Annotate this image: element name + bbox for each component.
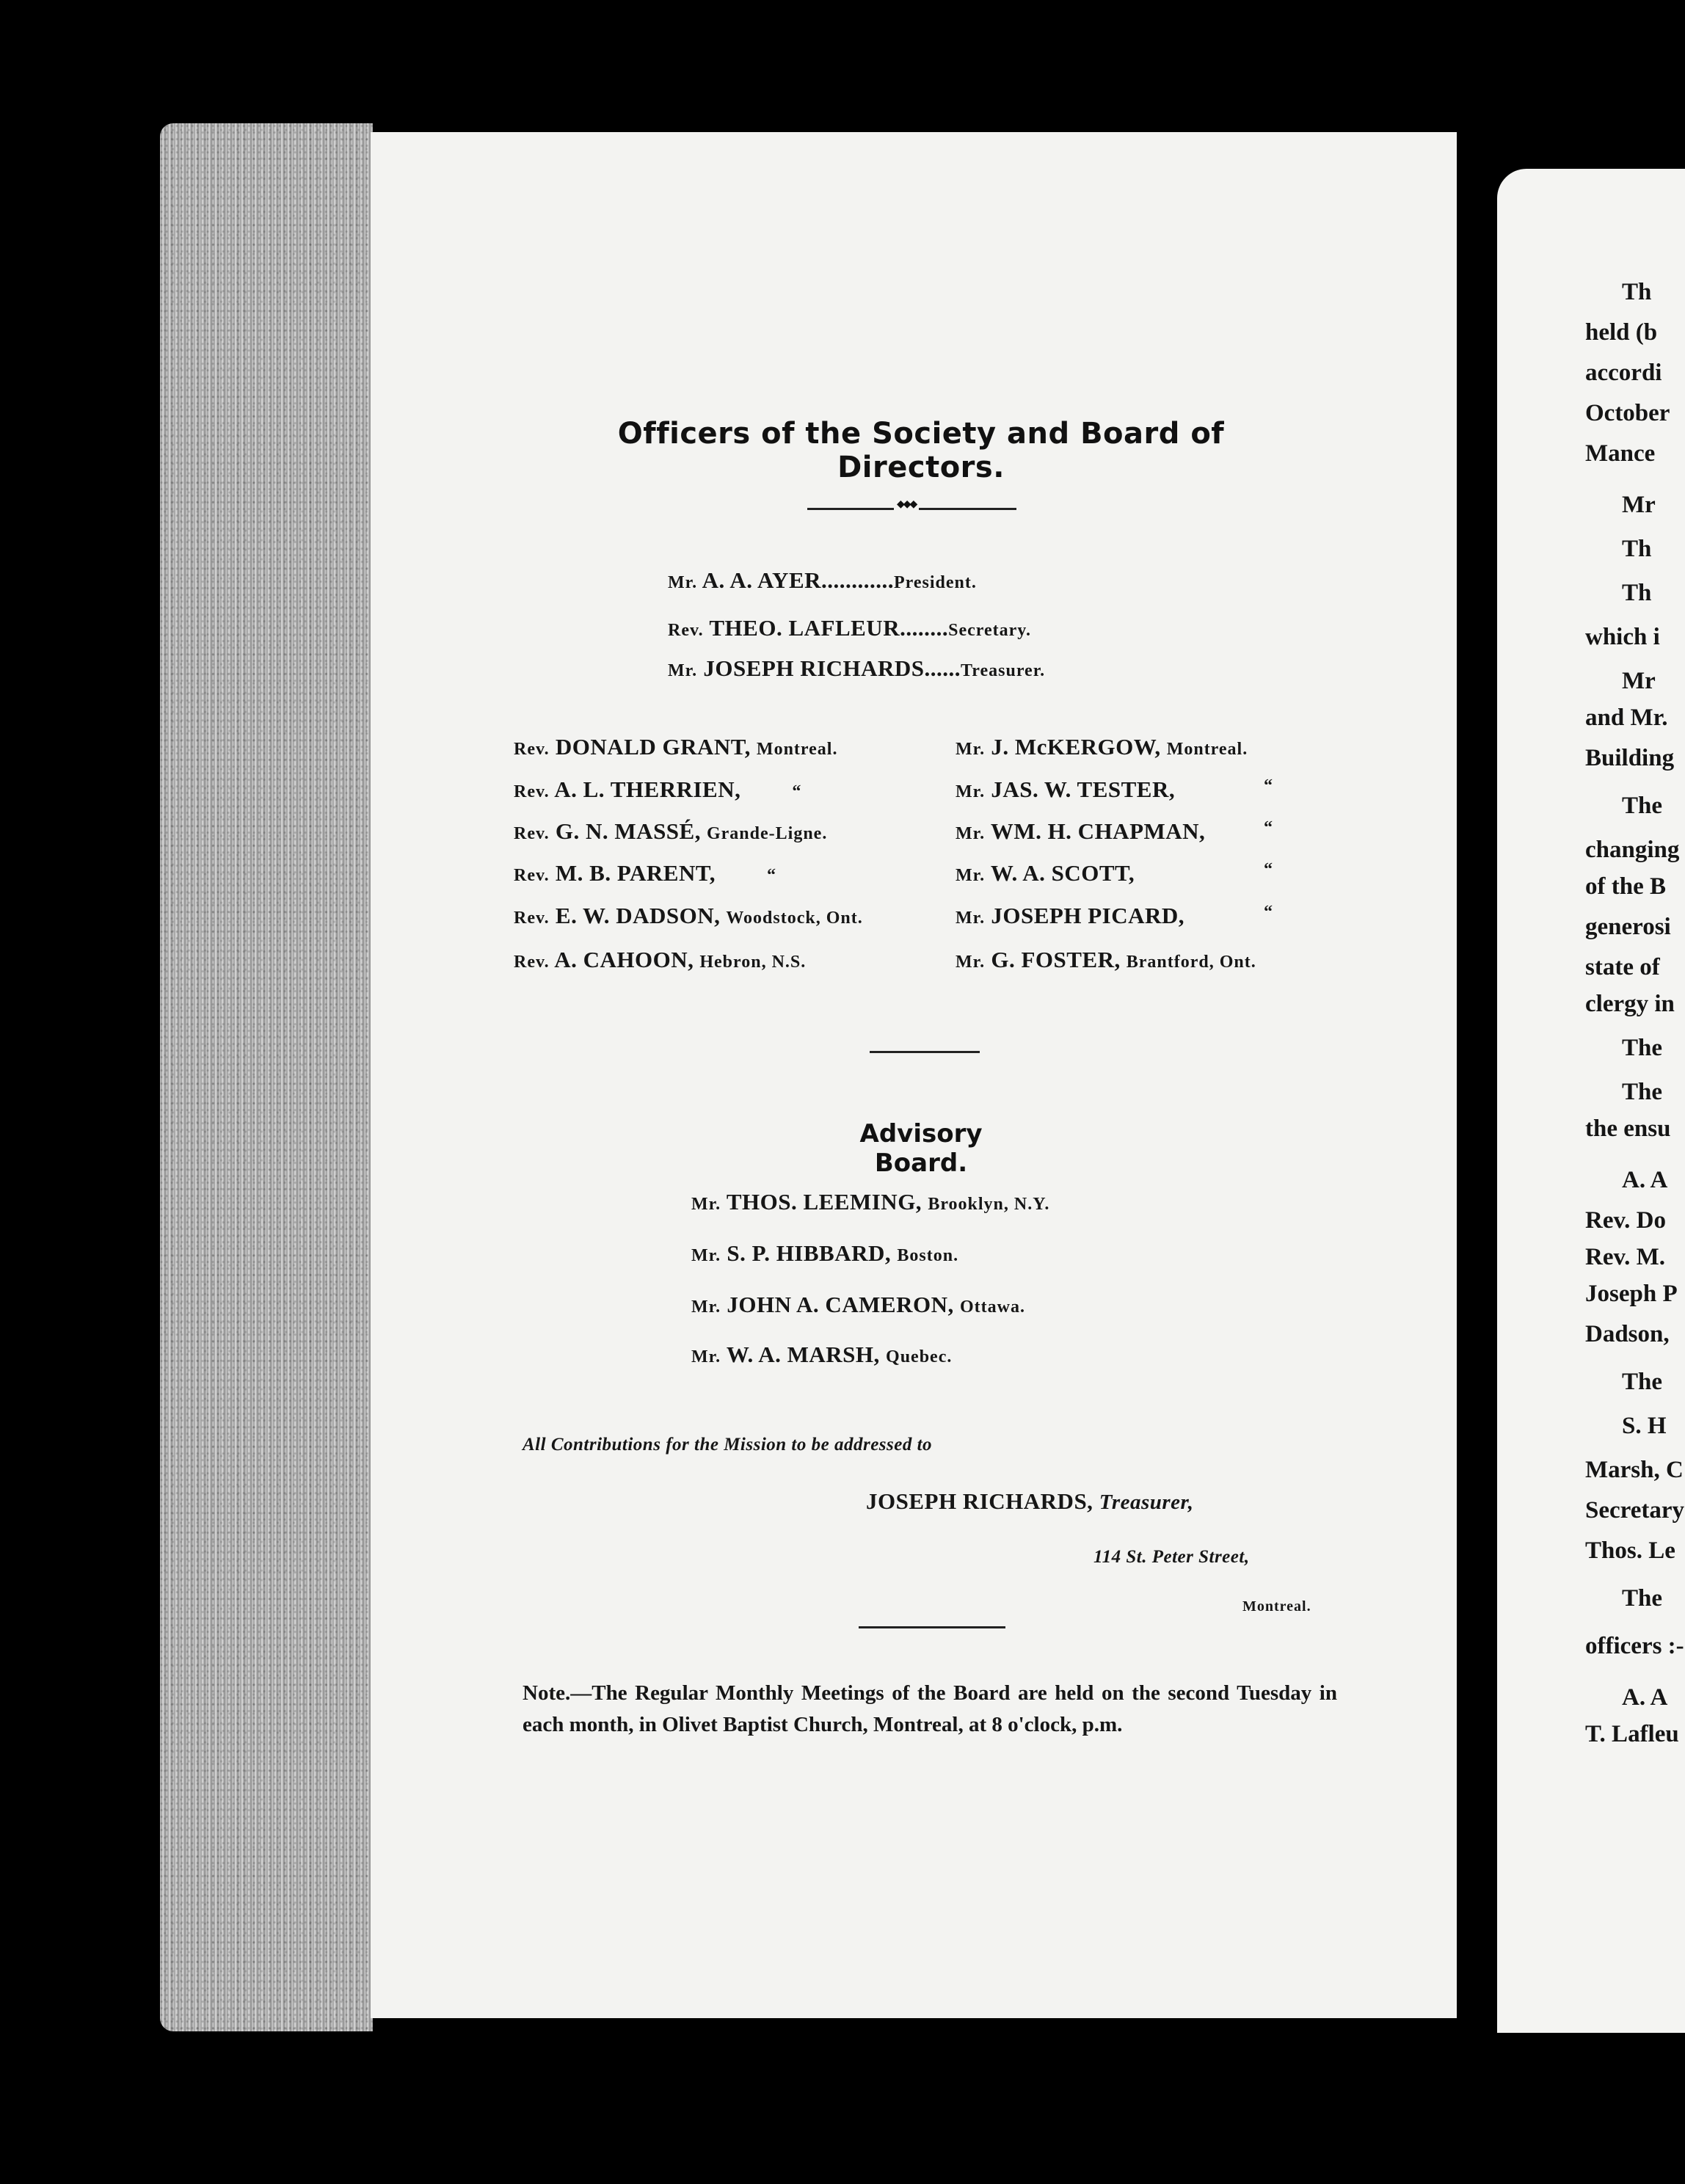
facing-page-line: of the B: [1585, 873, 1666, 900]
director-name: JAS. W. TESTER,: [991, 776, 1176, 802]
facing-page-line: clergy in: [1585, 991, 1675, 1017]
director-name: A. L. THERRIEN,: [554, 776, 741, 802]
advisory-place: Brooklyn, N.Y.: [928, 1195, 1050, 1214]
section-divider: [859, 1626, 1005, 1628]
facing-page-line: officers :-: [1585, 1633, 1684, 1659]
director-title: Rev.: [514, 953, 550, 972]
director-title: Mr.: [956, 824, 986, 843]
director-place: Montreal.: [756, 740, 838, 759]
advisory-heading: Advisory Board.: [859, 1119, 983, 1178]
facing-page-line: Building: [1585, 745, 1675, 771]
advisory-name: W. A. MARSH,: [726, 1342, 880, 1367]
director-name: G. FOSTER,: [991, 947, 1121, 972]
treasurer-role: Treasurer,: [1099, 1490, 1194, 1514]
director-place: “: [792, 782, 802, 801]
contributions-address-name: [866, 1488, 1194, 1515]
director-place: Montreal.: [1166, 740, 1248, 759]
director-place: “: [1264, 860, 1273, 879]
officer-dots: ............: [821, 567, 895, 593]
director-place: “: [1264, 776, 1273, 796]
director-name: M. B. PARENT,: [555, 860, 716, 886]
facing-page-line: Mr: [1622, 668, 1656, 694]
director-name: E. W. DADSON,: [555, 903, 721, 928]
contributions-intro: All Contributions for the Mission to be addressed to: [523, 1435, 933, 1455]
director-title: Mr.: [956, 740, 986, 759]
officer-row: [668, 655, 1045, 682]
officer-title: Mr.: [668, 661, 698, 680]
director-name: WM. H. CHAPMAN,: [990, 818, 1206, 844]
facing-page-line: The: [1622, 793, 1663, 819]
director-row-right: [956, 903, 1273, 929]
facing-page-line: The: [1622, 1079, 1663, 1105]
director-row-left: [514, 776, 801, 803]
director-name: J. McKERGOW,: [991, 734, 1161, 760]
facing-page-line: Secretary: [1585, 1497, 1684, 1524]
advisory-place: Quebec.: [886, 1347, 953, 1366]
advisory-title: Mr.: [691, 1195, 721, 1214]
officer-row: [668, 615, 1031, 641]
director-title: Rev.: [514, 866, 550, 885]
director-row-left: [514, 860, 776, 887]
note-text: The Regular Monthly Meetings of the Board are held on the second Tuesday in each month, in Olivet Baptist Church, Montreal, at 8 o'clock, p.m.: [523, 1681, 1337, 1736]
director-row-right: [956, 818, 1273, 845]
officer-dots: ........: [900, 615, 949, 641]
facing-page-line: The: [1622, 1035, 1663, 1061]
facing-page-line: A. A: [1622, 1167, 1668, 1193]
director-title: Rev.: [514, 824, 550, 843]
facing-page-line: The: [1622, 1369, 1663, 1395]
facing-page-line: Mr: [1622, 492, 1656, 518]
officer-dots: ......: [924, 655, 961, 681]
facing-page-line: A. A: [1622, 1684, 1668, 1711]
facing-page-line: S. H: [1622, 1413, 1667, 1439]
contributions-street: 114 St. Peter Street,: [1093, 1547, 1250, 1567]
facing-page-line: generosi: [1585, 914, 1671, 940]
director-title: Mr.: [956, 953, 986, 972]
director-name: DONALD GRANT,: [555, 734, 751, 760]
facing-page-line: The: [1622, 1585, 1663, 1612]
facing-page-line: changing: [1585, 837, 1680, 863]
director-row-left: [514, 734, 837, 760]
facing-page-line: Rev. Do: [1585, 1207, 1666, 1234]
officer-name: A. A. AYER: [702, 567, 822, 593]
officer-title: Rev.: [668, 621, 704, 640]
facing-page-line: Rev. M.: [1585, 1244, 1666, 1270]
facing-page-line: October: [1585, 400, 1670, 426]
advisory-name: THOS. LEEMING,: [726, 1189, 922, 1215]
director-name: JOSEPH PICARD,: [991, 903, 1184, 928]
officer-role: President.: [894, 573, 977, 592]
director-row-right: [956, 947, 1256, 973]
facing-page-line: Thos. Le: [1585, 1537, 1675, 1564]
director-title: Mr.: [956, 866, 986, 885]
director-name: W. A. SCOTT,: [990, 860, 1135, 886]
facing-page-line: T. Lafleu: [1585, 1721, 1679, 1747]
facing-page-line: Th: [1622, 580, 1652, 606]
director-place: Grande-Ligne.: [706, 824, 828, 843]
facing-page-line: state of: [1585, 954, 1660, 980]
director-title: Mr.: [956, 782, 986, 801]
ornament-divider: [807, 508, 1016, 510]
director-place: “: [1264, 818, 1273, 837]
director-title: Rev.: [514, 740, 550, 759]
note-label: Note.—: [523, 1681, 592, 1705]
facing-page-line: accordi: [1585, 360, 1662, 386]
treasurer-name: JOSEPH RICHARDS,: [866, 1488, 1093, 1514]
facing-page-line: Joseph P: [1585, 1281, 1678, 1307]
director-place: Woodstock, Ont.: [726, 909, 863, 928]
director-row-left: [514, 903, 863, 929]
facing-page-line: Mance: [1585, 440, 1656, 467]
advisory-title: Mr.: [691, 1297, 721, 1317]
director-name: G. N. MASSÉ,: [555, 818, 701, 844]
section-divider: [870, 1051, 980, 1053]
facing-page-line: Th: [1622, 536, 1652, 562]
facing-page-line: the ensu: [1585, 1115, 1671, 1142]
facing-page-line: and Mr.: [1585, 705, 1668, 731]
director-name: A. CAHOON,: [554, 947, 694, 972]
advisory-title: Mr.: [691, 1347, 721, 1366]
facing-page-line: Marsh, C: [1585, 1457, 1684, 1483]
book-page-edges: [160, 123, 373, 2031]
director-place: Brantford, Ont.: [1126, 953, 1256, 972]
director-row-right: [956, 860, 1273, 887]
advisory-name: S. P. HIBBARD,: [727, 1240, 892, 1266]
advisory-row: [691, 1189, 1049, 1215]
advisory-place: Boston.: [897, 1246, 959, 1265]
officer-name: JOSEPH RICHARDS: [703, 655, 925, 681]
facing-page: [1497, 169, 1685, 2033]
director-row-right: [956, 776, 1273, 803]
officer-role: Secretary.: [948, 621, 1031, 640]
facing-page-line: which i: [1585, 624, 1660, 650]
advisory-row: [691, 1342, 952, 1368]
director-title: Rev.: [514, 782, 550, 801]
director-place: “: [1264, 903, 1273, 922]
officer-row: [668, 567, 977, 594]
director-place: Hebron, N.S.: [699, 953, 807, 972]
officer-name: THEO. LAFLEUR: [709, 615, 900, 641]
officer-title: Mr.: [668, 573, 698, 592]
director-row-right: [956, 734, 1248, 760]
officer-role: Treasurer.: [961, 661, 1046, 680]
advisory-row: [691, 1240, 958, 1267]
director-place: “: [766, 866, 776, 885]
contributions-city: Montreal.: [1242, 1598, 1311, 1615]
facing-page-line: Th: [1622, 279, 1652, 305]
meeting-note: [523, 1678, 1337, 1741]
facing-page-line: Dadson,: [1585, 1321, 1670, 1347]
page-title: Officers of the Society and Board of Directors.: [617, 417, 1225, 484]
advisory-row: [691, 1292, 1025, 1318]
facing-page-line: held (b: [1585, 319, 1658, 346]
director-row-left: [514, 818, 827, 845]
advisory-name: JOHN A. CAMERON,: [727, 1292, 954, 1317]
advisory-title: Mr.: [691, 1246, 721, 1265]
director-row-left: [514, 947, 806, 973]
director-title: Rev.: [514, 909, 550, 928]
director-title: Mr.: [956, 909, 986, 928]
advisory-place: Ottawa.: [960, 1297, 1025, 1317]
